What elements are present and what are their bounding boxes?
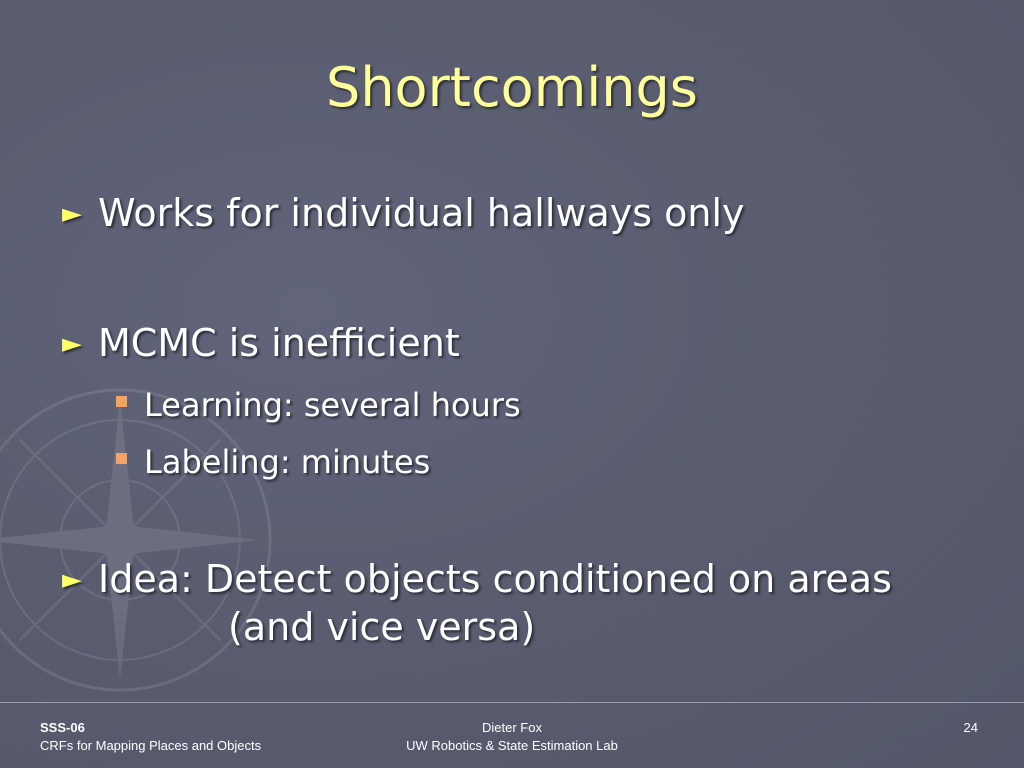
subbullet-item xyxy=(116,386,521,424)
subbullet-item xyxy=(116,443,430,481)
compass-icon xyxy=(0,380,280,700)
triangle-right-icon: ► xyxy=(62,329,82,359)
footer-affiliation: UW Robotics & State Estimation Lab xyxy=(406,737,618,753)
bullet-text: Works for individual hallways only xyxy=(98,191,745,235)
footer-center xyxy=(0,719,1024,754)
bullet-text: Idea: Detect objects conditioned on areas xyxy=(98,557,892,601)
footer-talk-title: CRFs for Mapping Places and Objects xyxy=(40,737,262,753)
footer-right xyxy=(964,719,978,737)
slide-title: Shortcomings xyxy=(326,56,698,119)
footer-divider xyxy=(0,702,1024,703)
page-number: 24 xyxy=(963,720,978,735)
triangle-right-icon: ► xyxy=(62,199,82,229)
bullet-item xyxy=(62,556,892,651)
bullet-continuation: (and vice versa) xyxy=(228,604,536,649)
bullet-text: MCMC is inefficient xyxy=(98,321,460,365)
square-icon xyxy=(116,396,127,407)
bullet-item xyxy=(62,190,745,238)
footer-conference: SSS-06 xyxy=(40,720,85,735)
square-icon xyxy=(116,453,127,464)
triangle-right-icon: ► xyxy=(62,565,82,595)
footer-author: Dieter Fox xyxy=(482,720,542,735)
subbullet-text: Learning: several hours xyxy=(144,386,521,424)
bullet-item xyxy=(62,320,460,368)
subbullet-text: Labeling: minutes xyxy=(144,443,431,481)
